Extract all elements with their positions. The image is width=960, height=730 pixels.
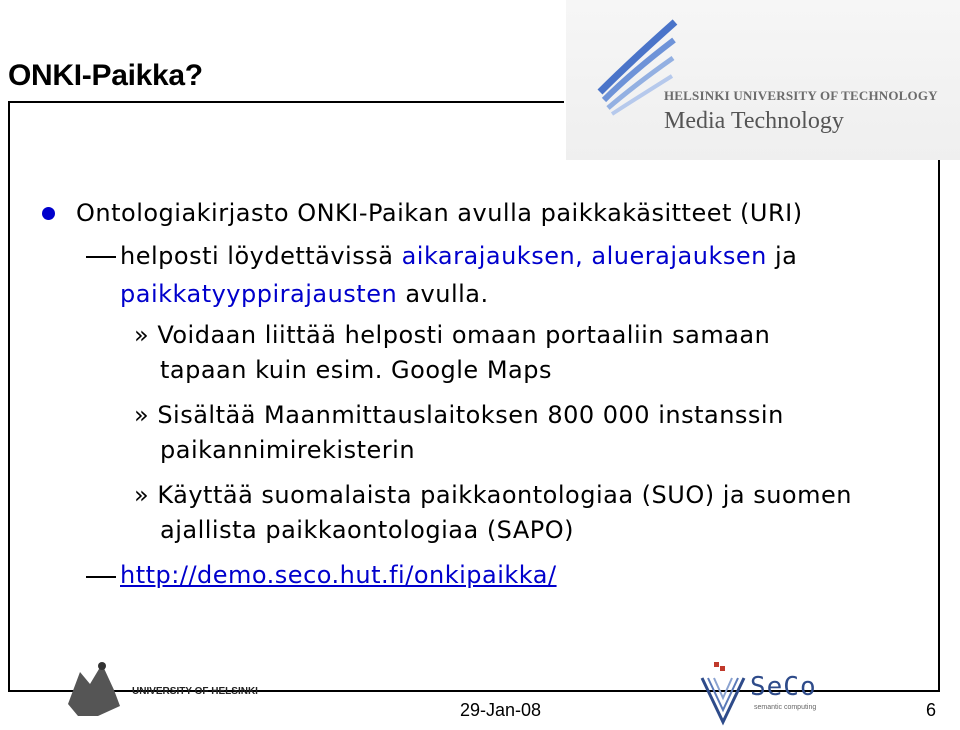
sub-bullet-1-text-c: avulla.: [397, 280, 489, 308]
sub-bullet-1-highlight-a: aikarajauksen, aluerajauksen: [401, 242, 767, 270]
detail-1-line1: » Voidaan liittää helposti omaan portaaliin samaan: [134, 321, 771, 349]
slide-title: ONKI-Paikka?: [8, 59, 203, 92]
seco-tagline: semantic computing: [754, 704, 817, 711]
sub-bullet-1-line2: [120, 279, 489, 309]
detail-2-line2: paikannimirekisterin: [160, 436, 416, 464]
detail-2-line1: » Sisältää Maanmittauslaitoksen 800 000 instanssin: [134, 401, 784, 429]
detail-3-line1: » Käyttää suomalaista paikkaontologiaa (SUO) ja suomen: [134, 481, 852, 509]
seco-name: SeCo: [750, 672, 817, 702]
sub-bullet-1-text-b: ja: [766, 242, 798, 270]
page-number: 6: [926, 700, 937, 720]
detail-3-line2: ajallista paikkaontologiaa (SAPO): [160, 516, 574, 544]
seco-emblem-icon: [698, 662, 748, 728]
bullet-dot-icon: [42, 207, 55, 220]
sub-bullet-1-line1: [120, 241, 797, 271]
footer-date: 29-Jan-08: [460, 700, 542, 720]
sub-bullet-1-highlight-b: paikkatyyppirajausten: [120, 280, 398, 308]
bullet-text-1: Ontologiakirjasto ONKI-Paikan avulla paikkakäsitteet (URI): [76, 199, 803, 227]
dash-icon: [86, 256, 116, 258]
onkipaikka-link[interactable]: http://demo.seco.hut.fi/onkipaikka/: [120, 561, 557, 589]
university-of-helsinki-logo: [58, 650, 258, 728]
dash-icon: [86, 576, 116, 578]
uh-name: UNIVERSITY OF HELSINKI: [132, 686, 258, 697]
detail-1-line2: tapaan kuin esim. Google Maps: [160, 356, 552, 384]
hut-name-line1: HELSINKI UNIVERSITY OF TECHNOLOGY: [664, 88, 938, 103]
uh-emblem-icon: [58, 654, 128, 724]
seco-logo: [698, 660, 828, 730]
hut-name-line2: Media Technology: [664, 108, 844, 134]
sub-bullet-1-text-a: helposti löydettävissä: [120, 242, 402, 270]
